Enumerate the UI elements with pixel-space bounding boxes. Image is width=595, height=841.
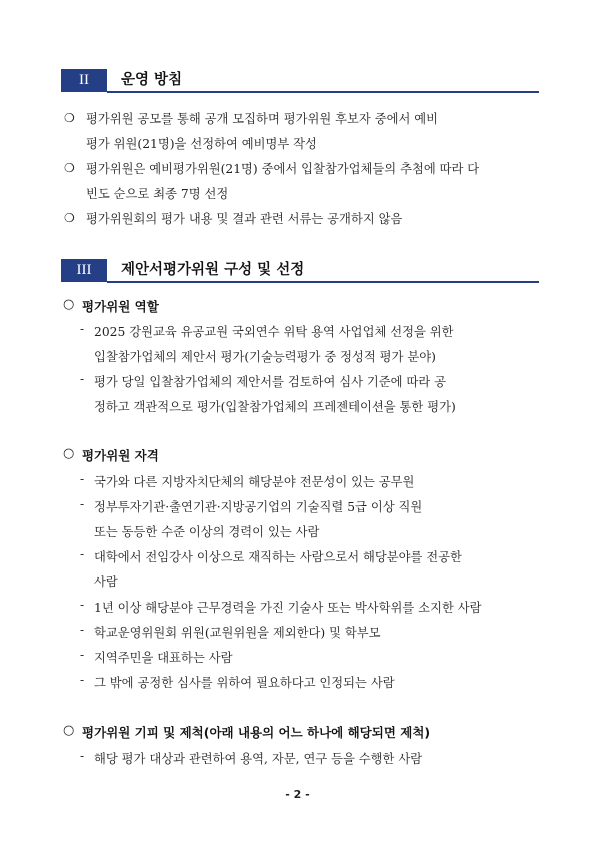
dash-marker: - (80, 749, 85, 763)
section-3-header (61, 259, 539, 282)
list-item-line: 평가 당일 입찰참가업체의 제안서를 검토하여 심사 기준에 따라 공 (94, 375, 446, 389)
section-number: III (61, 259, 107, 282)
list-item-line: 학교운영위원회 위원(교원위원을 제외한다) 및 학부모 (94, 626, 381, 640)
section-title: 제안서평가위원 구성 및 선정 (121, 262, 305, 278)
page-number: - 2 - (285, 788, 310, 801)
section-title: 운영 방침 (121, 72, 183, 88)
subsection-title: 평가위원 기피 및 제척(아래 내용의 어느 하나에 해당되면 제척) (82, 725, 431, 740)
circle-bullet-icon: ○ (63, 446, 75, 461)
dash-marker: - (80, 598, 85, 612)
section-underline (107, 281, 539, 283)
subsection-title: 평가위원 역할 (82, 299, 159, 314)
dash-marker: - (80, 322, 85, 336)
dash-marker: - (80, 472, 85, 486)
list-item-line: 국가와 다른 지방자치단체의 해당분야 전문성이 있는 공무원 (94, 475, 415, 489)
list-item-line: 평가 위원(21명)을 선정하여 예비명부 작성 (86, 137, 317, 151)
list-item-line: 빈도 순으로 최종 7명 선정 (86, 187, 229, 201)
list-item-line: 1년 이상 해당분야 근무경력을 가진 기술사 또는 박사학위를 소지한 사람 (94, 601, 482, 615)
circle-bullet-icon: ○ (63, 297, 75, 312)
list-item-line: 해당 평가 대상과 관련하여 용역, 자문, 연구 등을 수행한 사람 (94, 752, 423, 766)
section-number: II (61, 69, 107, 92)
list-item-line: 평가위원 공모를 통해 공개 모집하며 평가위원 후보자 중에서 예비 (86, 112, 438, 126)
list-item-line: 평가위원은 예비평가위원(21명) 중에서 입찰참가업체들의 추첨에 따라 다 (86, 162, 480, 176)
dash-marker: - (80, 372, 85, 386)
section-2-header (61, 69, 539, 92)
list-item-line: 정부투자기관·출연기관·지방공기업의 기술직렬 5급 이상 직원 (94, 500, 423, 514)
dash-marker: - (80, 497, 85, 511)
subsection-title: 평가위원 자격 (82, 448, 159, 463)
circle-bullet-icon: ❍ (64, 111, 75, 125)
list-item-line: 평가위원회의 평가 내용 및 결과 관련 서류는 공개하지 않음 (86, 212, 403, 226)
list-item-line: 2025 강원교육 유공교원 국외연수 위탁 용역 사업업체 선정을 위한 (94, 325, 454, 339)
circle-bullet-icon: ❍ (64, 211, 75, 225)
section-underline (107, 91, 539, 93)
list-item-line: 사람 (94, 575, 118, 589)
dash-marker: - (80, 547, 85, 561)
list-item-line: 정하고 객관적으로 평가(입찰참가업체의 프레젠테이션을 통한 평가) (94, 400, 456, 414)
dash-marker: - (80, 623, 85, 637)
circle-bullet-icon: ○ (63, 723, 75, 738)
list-item-line: 지역주민을 대표하는 사람 (94, 651, 233, 665)
list-item-line: 대학에서 전임강사 이상으로 재직하는 사람으로서 해당분야를 전공한 (94, 550, 462, 564)
dash-marker: - (80, 673, 85, 687)
list-item-line: 그 밖에 공정한 심사를 위하여 필요하다고 인정되는 사람 (94, 676, 395, 690)
list-item-line: 또는 동등한 수준 이상의 경력이 있는 사람 (94, 525, 320, 539)
circle-bullet-icon: ❍ (64, 161, 75, 175)
list-item-line: 입찰참가업체의 제안서 평가(기술능력평가 중 정성적 평가 분야) (94, 350, 436, 364)
dash-marker: - (80, 648, 85, 662)
